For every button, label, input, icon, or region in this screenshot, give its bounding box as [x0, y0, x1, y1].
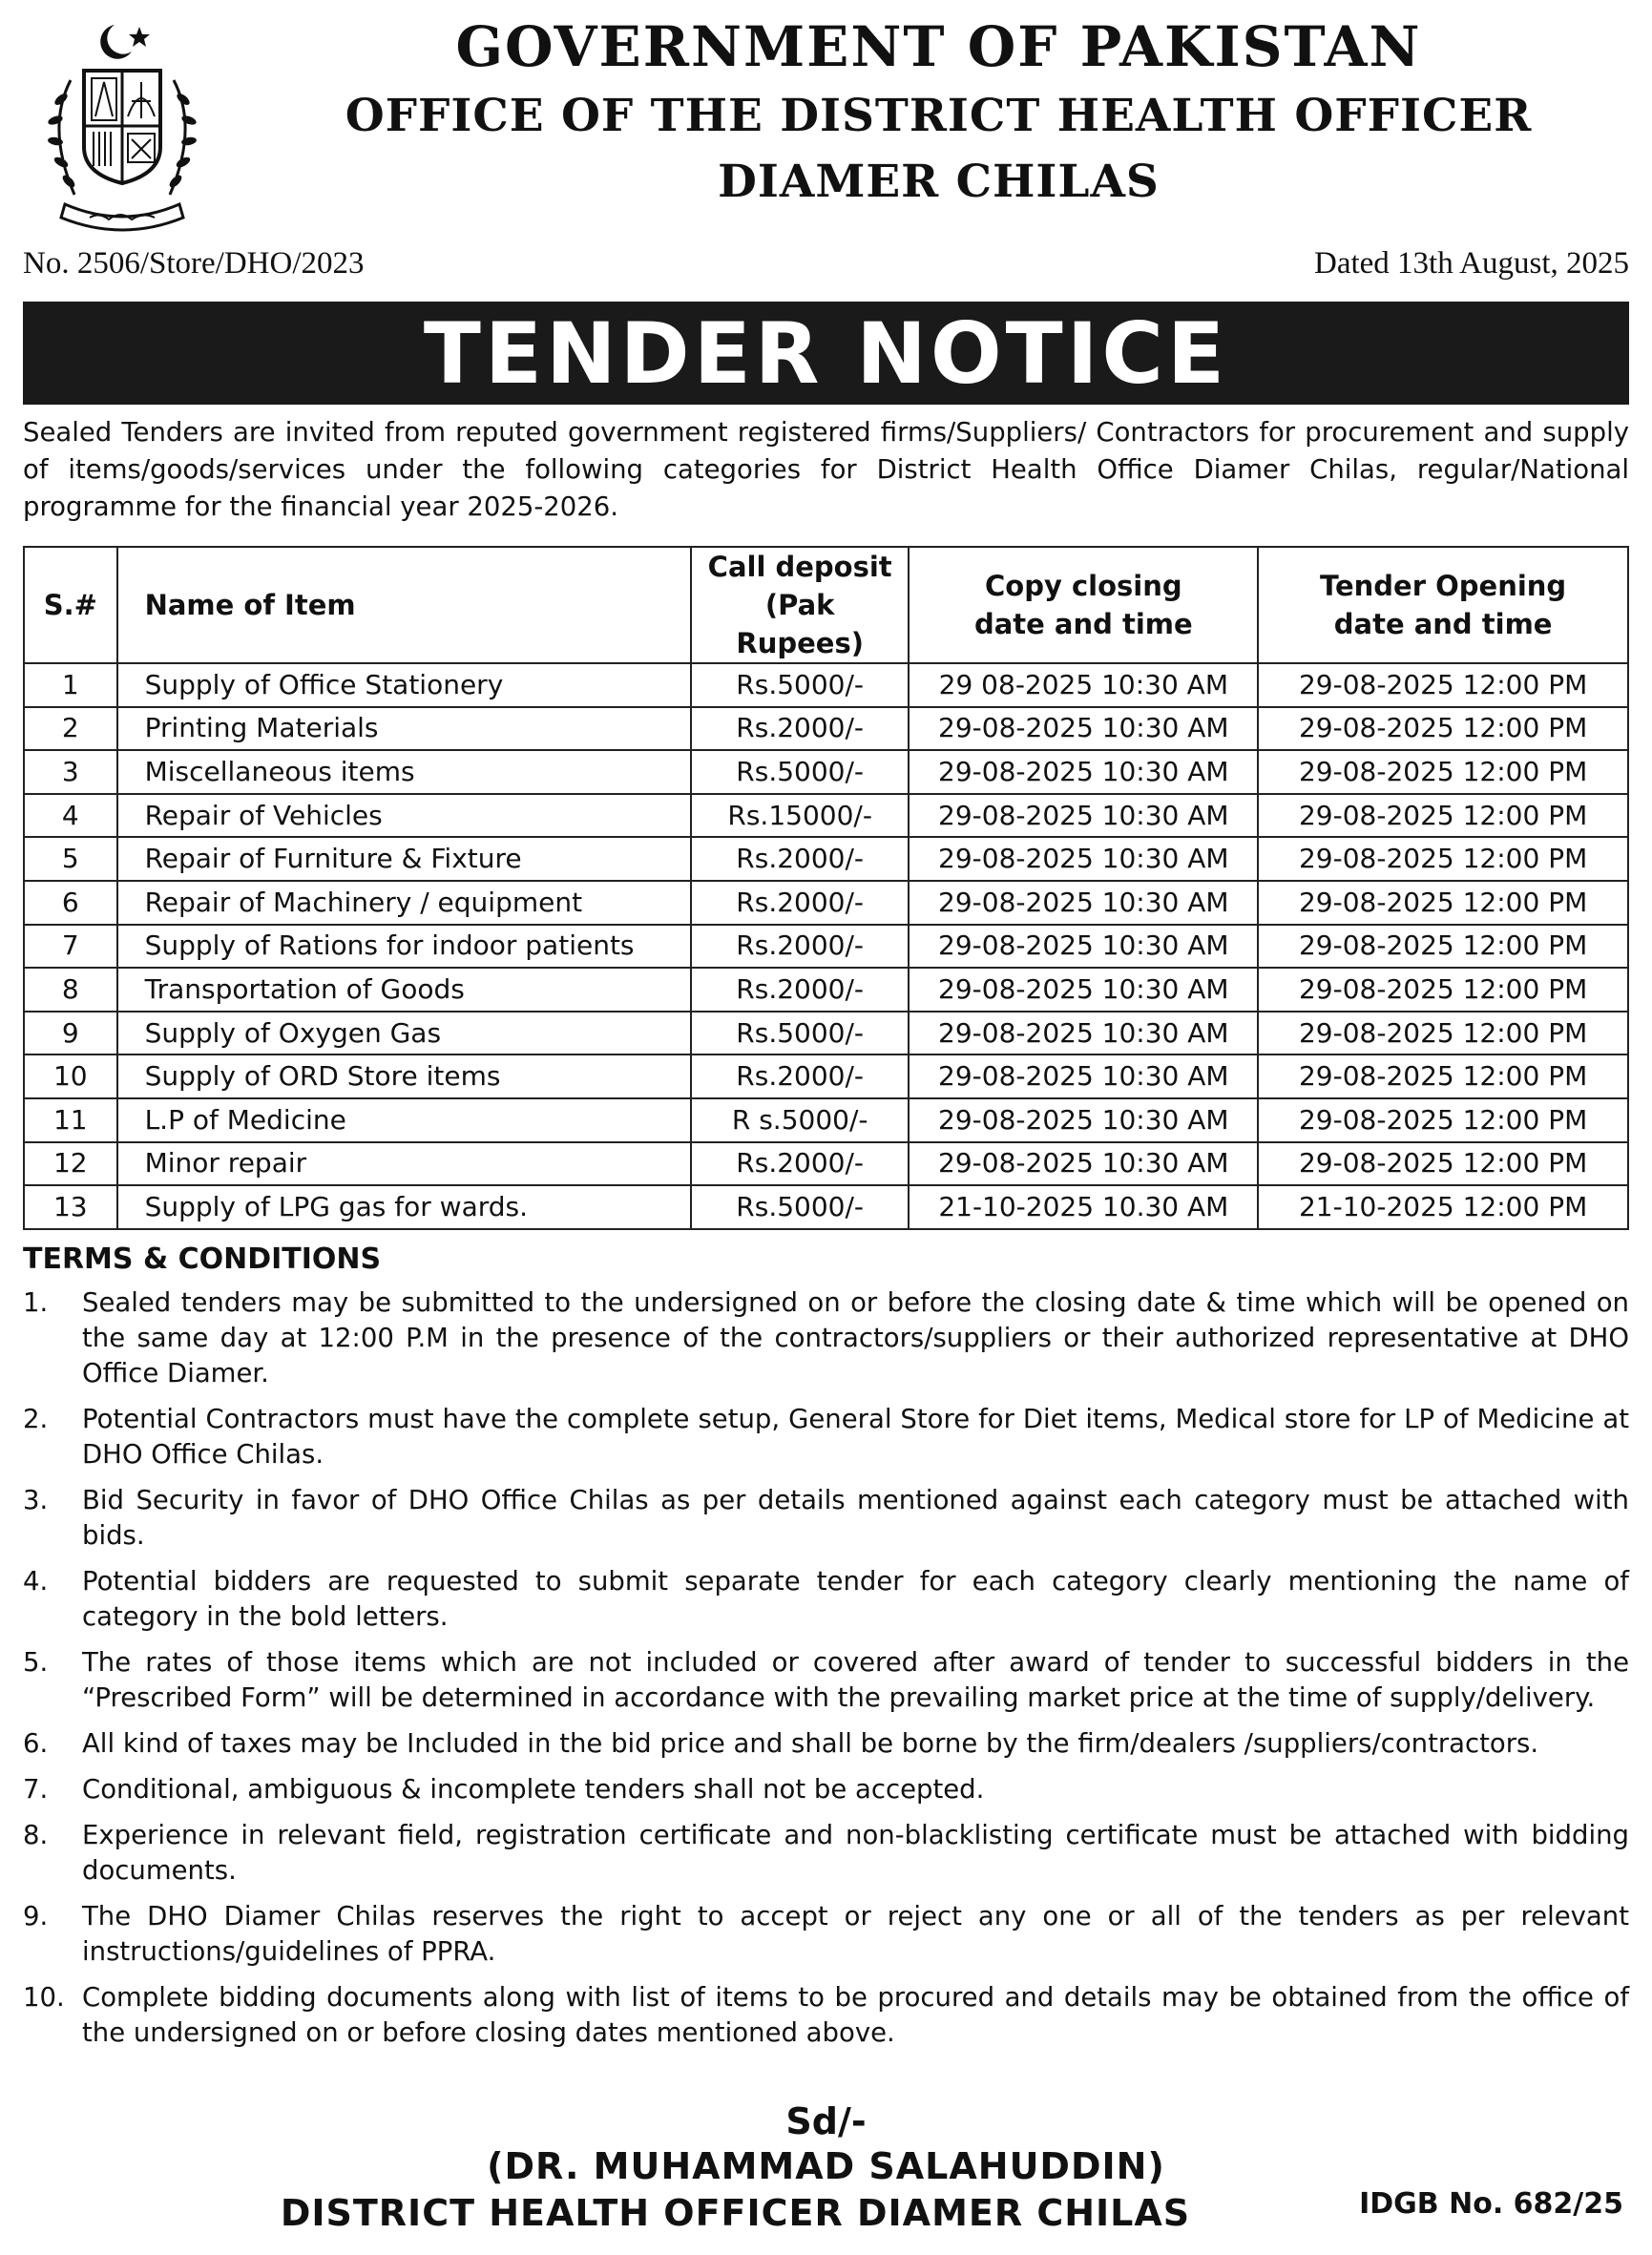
term-text: Conditional, ambiguous & incomplete tenders shall not be accepted. [82, 1774, 985, 1805]
cell-opening: 29-08-2025 12:00 PM [1258, 707, 1628, 751]
tender-table-body [24, 663, 1628, 1229]
table-row [24, 794, 1628, 838]
term-item [23, 1564, 1629, 1635]
header-closing: Copy closing date and time [909, 547, 1258, 663]
table-row [24, 1142, 1628, 1186]
cell-sn: 6 [24, 881, 117, 925]
notice-banner [23, 302, 1629, 405]
cell-deposit: Rs.2000/- [691, 707, 909, 751]
cell-opening: 29-08-2025 12:00 PM [1258, 1012, 1628, 1055]
table-row [24, 1098, 1628, 1142]
term-number: 3. [23, 1485, 49, 1515]
cell-deposit: Rs.2000/- [691, 837, 909, 881]
cell-opening: 29-08-2025 12:00 PM [1258, 663, 1628, 707]
table-row [24, 663, 1628, 707]
cell-closing: 29-08-2025 10:30 AM [909, 1098, 1258, 1142]
table-row [24, 925, 1628, 969]
term-text: The DHO Diamer Chilas reserves the right to accept or reject any one or all of the tenders as per relevant instructions/guidelines of PPRA. [82, 1901, 1629, 1967]
cell-deposit: Rs.2000/- [691, 881, 909, 925]
term-text: All kind of taxes may be Included in the bid price and shall be borne by the firm/dealers /suppliers/contractors. [82, 1728, 1539, 1759]
term-number: 6. [23, 1728, 49, 1759]
cell-name: Supply of Oxygen Gas [117, 1012, 691, 1055]
reference-number: No. 2506/Store/DHO/2023 [23, 246, 365, 281]
table-row [24, 881, 1628, 925]
term-number: 7. [23, 1774, 49, 1805]
term-item [23, 1726, 1629, 1762]
cell-opening: 29-08-2025 12:00 PM [1258, 881, 1628, 925]
term-item [23, 1483, 1629, 1554]
terms-section [23, 1242, 1629, 2061]
signatory-designation: DISTRICT HEALTH OFFICER DIAMER CHILAS [280, 2192, 1191, 2234]
cell-opening: 29-08-2025 12:00 PM [1258, 837, 1628, 881]
term-text: Complete bidding documents along with list of items to be procured and details may be obtained from the office of the undersigned on or before closing dates mentioned above. [82, 1982, 1629, 2048]
cell-deposit: Rs.5000/- [691, 1012, 909, 1055]
cell-sn: 10 [24, 1054, 117, 1098]
cell-opening: 29-08-2025 12:00 PM [1258, 968, 1628, 1012]
cell-closing: 29-08-2025 10:30 AM [909, 837, 1258, 881]
terms-title: TERMS & CONDITIONS [23, 1242, 382, 1276]
header-name: Name of Item [117, 547, 691, 663]
cell-closing: 29-08-2025 10:30 AM [909, 1142, 1258, 1186]
term-item [23, 1285, 1629, 1391]
cell-deposit: Rs.15000/- [691, 794, 909, 838]
district-title: DIAMER CHILAS [718, 156, 1160, 208]
idgb-number: IDGB No. 682/25 [1359, 2187, 1623, 2221]
cell-sn: 1 [24, 663, 117, 707]
term-item [23, 1402, 1629, 1472]
cell-sn: 4 [24, 794, 117, 838]
term-number: 9. [23, 1901, 49, 1931]
cell-opening: 29-08-2025 12:00 PM [1258, 1054, 1628, 1098]
term-text: Potential bidders are requested to submit separate tender for each category clearly mentioning the name of category in the bold letters. [82, 1566, 1629, 1632]
term-text: The rates of those items which are not included or covered after award of tender to successful bidders in the “Prescribed Form” will be determined in accordance with the prevailing market price at the time of supply/delivery. [82, 1647, 1629, 1713]
cell-closing: 29-08-2025 10:30 AM [909, 1054, 1258, 1098]
cell-name: Supply of Rations for indoor patients [117, 925, 691, 969]
cell-sn: 2 [24, 707, 117, 751]
header-deposit: Call deposit (Pak Rupees) [691, 547, 909, 663]
signature-sd: Sd/- [785, 2100, 867, 2142]
cell-name: Supply of LPG gas for wards. [117, 1185, 691, 1229]
header-opening: Tender Opening date and time [1258, 547, 1628, 663]
cell-closing: 21-10-2025 10.30 AM [909, 1185, 1258, 1229]
cell-closing: 29-08-2025 10:30 AM [909, 925, 1258, 969]
header-sn: S.# [24, 547, 117, 663]
banner-title: TENDER NOTICE [423, 303, 1229, 403]
cell-name: Repair of Furniture & Fixture [117, 837, 691, 881]
term-text: Potential Contractors must have the complete setup, General Store for Diet items, Medical store for LP of Medicine at DHO Office Chilas. [82, 1404, 1629, 1470]
cell-deposit: Rs.2000/- [691, 1142, 909, 1186]
term-item [23, 1772, 1629, 1807]
cell-closing: 29-08-2025 10:30 AM [909, 794, 1258, 838]
table-row [24, 1185, 1628, 1229]
tender-table [23, 546, 1629, 1230]
letterhead [248, 14, 1629, 208]
term-number: 5. [23, 1647, 49, 1678]
term-number: 2. [23, 1404, 49, 1434]
table-row [24, 837, 1628, 881]
term-item [23, 1818, 1629, 1889]
table-row [24, 707, 1628, 751]
term-number: 1. [23, 1287, 49, 1318]
notice-date: Dated 13th August, 2025 [1314, 246, 1629, 281]
cell-name: Supply of Office Stationery [117, 663, 691, 707]
cell-opening: 29-08-2025 12:00 PM [1258, 925, 1628, 969]
cell-deposit: Rs.5000/- [691, 1185, 909, 1229]
cell-deposit: Rs.5000/- [691, 750, 909, 794]
cell-closing: 29 08-2025 10:30 AM [909, 663, 1258, 707]
cell-closing: 29-08-2025 10:30 AM [909, 750, 1258, 794]
cell-sn: 8 [24, 968, 117, 1012]
cell-deposit: Rs.5000/- [691, 663, 909, 707]
term-item [23, 1899, 1629, 1970]
cell-sn: 7 [24, 925, 117, 969]
cell-name: Repair of Vehicles [117, 794, 691, 838]
term-item [23, 1980, 1629, 2051]
cell-deposit: Rs.2000/- [691, 968, 909, 1012]
term-text: Bid Security in favor of DHO Office Chilas as per details mentioned against each category must be attached with bids. [82, 1485, 1629, 1551]
cell-sn: 9 [24, 1012, 117, 1055]
government-title: GOVERNMENT OF PAKISTAN [455, 14, 1422, 79]
cell-sn: 5 [24, 837, 117, 881]
office-title: OFFICE OF THE DISTRICT HEALTH OFFICER [345, 90, 1533, 142]
cell-closing: 29-08-2025 10:30 AM [909, 968, 1258, 1012]
cell-sn: 11 [24, 1098, 117, 1142]
term-text: Experience in relevant field, registration certificate and non-blacklisting certificate must be attached with bidding documents. [82, 1820, 1629, 1886]
cell-name: Minor repair [117, 1142, 691, 1186]
term-number: 4. [23, 1566, 49, 1597]
table-row [24, 1012, 1628, 1055]
cell-sn: 3 [24, 750, 117, 794]
cell-sn: 12 [24, 1142, 117, 1186]
term-number: 10. [23, 1982, 65, 2013]
cell-opening: 21-10-2025 12:00 PM [1258, 1185, 1628, 1229]
cell-opening: 29-08-2025 12:00 PM [1258, 794, 1628, 838]
state-emblem-icon [32, 13, 212, 235]
signatory-name: (DR. MUHAMMAD SALAHUDDIN) [487, 2145, 1165, 2187]
reference-row [23, 246, 1629, 282]
cell-name: Transportation of Goods [117, 968, 691, 1012]
cell-closing: 29-08-2025 10:30 AM [909, 1012, 1258, 1055]
table-header-row [24, 547, 1628, 663]
intro-paragraph: Sealed Tenders are invited from reputed government registered firms/Suppliers/ Contractors for procurement and supply of items/goods/services under the following categories for District Health Office Diamer Chilas, regular/National programme for the financial year 2025-2026. [23, 417, 1629, 522]
cell-sn: 13 [24, 1185, 117, 1229]
cell-closing: 29-08-2025 10:30 AM [909, 707, 1258, 751]
table-row [24, 968, 1628, 1012]
term-number: 8. [23, 1820, 49, 1850]
cell-opening: 29-08-2025 12:00 PM [1258, 750, 1628, 794]
cell-name: Repair of Machinery / equipment [117, 881, 691, 925]
cell-name: L.P of Medicine [117, 1098, 691, 1142]
cell-name: Supply of ORD Store items [117, 1054, 691, 1098]
cell-deposit: R s.5000/- [691, 1098, 909, 1142]
cell-deposit: Rs.2000/- [691, 925, 909, 969]
cell-opening: 29-08-2025 12:00 PM [1258, 1142, 1628, 1186]
term-item [23, 1645, 1629, 1716]
cell-deposit: Rs.2000/- [691, 1054, 909, 1098]
cell-opening: 29-08-2025 12:00 PM [1258, 1098, 1628, 1142]
table-row [24, 1054, 1628, 1098]
cell-name: Miscellaneous items [117, 750, 691, 794]
term-text: Sealed tenders may be submitted to the undersigned on or before the closing date & time which will be opened on the same day at 12:00 P.M in the presence of the contractors/suppliers or their authorized representative at DHO Office Diamer. [82, 1287, 1629, 1388]
table-row [24, 750, 1628, 794]
cell-name: Printing Materials [117, 707, 691, 751]
cell-closing: 29-08-2025 10:30 AM [909, 881, 1258, 925]
